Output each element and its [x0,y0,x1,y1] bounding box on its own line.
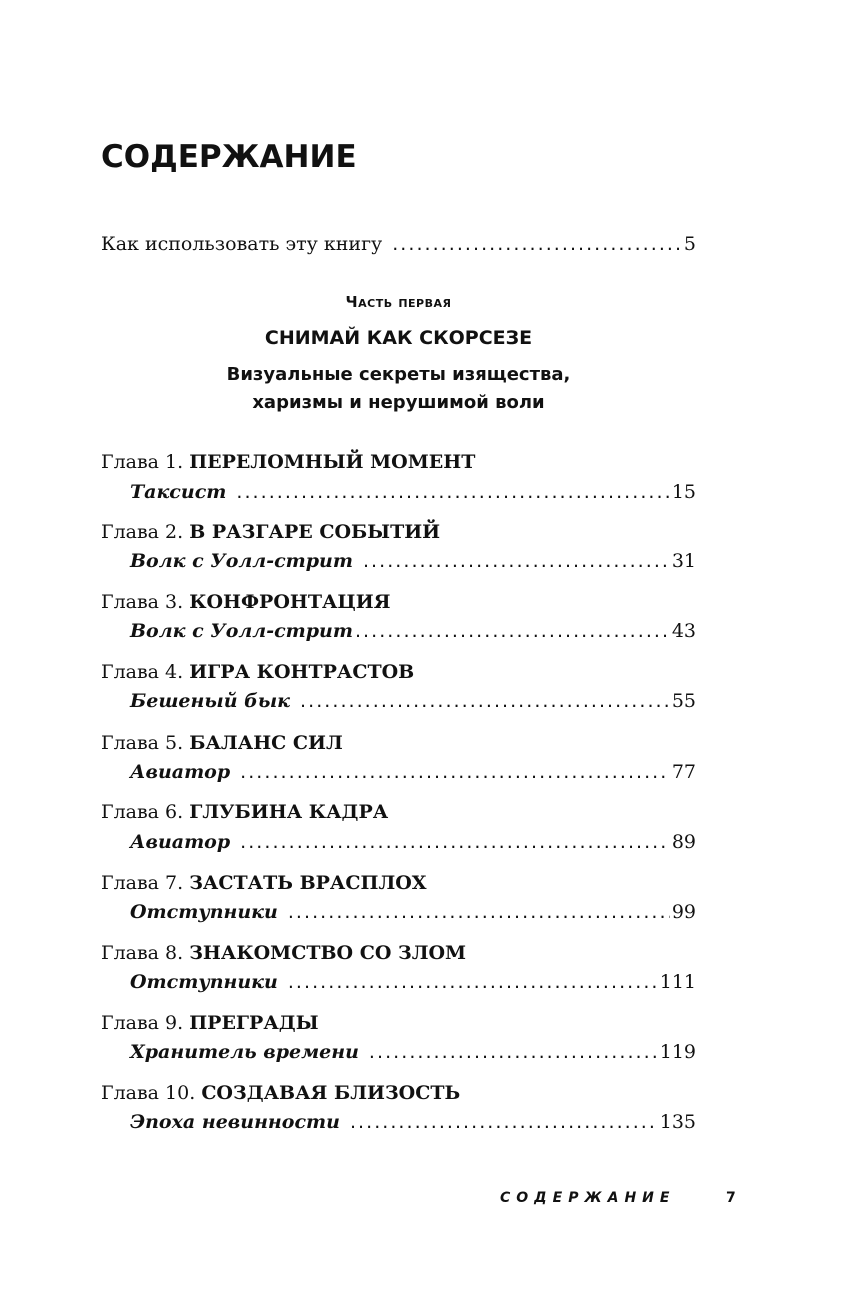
dot-leader [236,480,669,504]
chapter-prefix: Глава 4. [101,661,184,683]
film-title: Волк с Уолл-стрит [130,550,353,572]
chapter-prefix: Глава 7. [101,872,184,894]
footer-page-number: 7 [726,1190,736,1206]
dot-leader [392,232,682,256]
film-title: Авиатор [130,831,231,853]
chapter-name: ЗНАКОМСТВО СО ЗЛОМ [189,942,467,964]
chapter-name: КОНФРОНТАЦИЯ [189,591,391,613]
film-title: Таксист [130,481,227,503]
running-footer-title: СОДЕРЖАНИЕ [500,1190,676,1206]
dot-leader [288,900,670,924]
page-number: 89 [671,831,696,853]
page-title: СОДЕРЖАНИЕ [101,139,357,175]
chapter-entry-3[interactable] [130,619,696,643]
chapter-prefix: Глава 6. [101,801,184,823]
film-title: Бешеный бык [130,690,291,712]
film-title: Отступники [130,901,278,923]
page-number: 5 [683,233,696,255]
chapter-name: ПРЕГРАДЫ [189,1012,319,1034]
chapter-heading-3[interactable] [101,590,696,614]
part-title: СНИМАЙ КАК СКОРСЕЗЕ [264,327,533,349]
film-title: Авиатор [130,761,231,783]
part-label: Часть первая [345,293,452,311]
film-title: Отступники [130,971,278,993]
chapter-heading-6[interactable] [101,800,696,824]
dot-leader [288,970,658,994]
page-number: 55 [671,690,696,712]
chapter-heading-5[interactable] [101,731,696,755]
chapter-heading-7[interactable] [101,871,696,895]
chapter-heading-1[interactable] [101,450,696,474]
dot-leader [369,1040,658,1064]
chapter-name: БАЛАНС СИЛ [189,732,343,754]
chapter-name: В РАЗГАРЕ СОБЫТИЙ [189,521,441,543]
page-number: 77 [671,761,696,783]
chapter-prefix: Глава 3. [101,591,184,613]
dot-leader [355,619,670,643]
page-number: 43 [671,620,696,642]
toc-entry-text: Как использовать эту книгу [101,233,383,255]
dot-leader [363,549,670,573]
chapter-entry-9[interactable] [130,1040,696,1064]
chapter-entry-1[interactable] [130,480,696,504]
page-number: 15 [671,481,696,503]
chapter-prefix: Глава 5. [101,732,184,754]
toc-entry-intro[interactable] [101,232,696,256]
dot-leader [350,1110,658,1134]
page-number: 111 [659,971,696,993]
page-number: 119 [659,1041,696,1063]
chapter-heading-9[interactable] [101,1011,696,1035]
film-title: Хранитель времени [130,1041,359,1063]
chapter-entry-10[interactable] [130,1110,696,1134]
chapter-prefix: Глава 1. [101,451,184,473]
chapter-entry-5[interactable] [130,760,696,784]
film-title: Волк с Уолл-стрит [130,620,353,642]
part-subtitle-line-1: Визуальные секреты изящества, [226,364,571,385]
part-subtitle-line-2: харизмы и нерушимой воли [252,392,545,413]
dot-leader [240,830,670,854]
chapter-entry-4[interactable] [130,689,696,713]
chapter-heading-2[interactable] [101,520,696,544]
chapter-heading-10[interactable] [101,1081,696,1105]
chapter-heading-4[interactable] [101,660,696,684]
page-number: 31 [671,550,696,572]
chapter-prefix: Глава 8. [101,942,184,964]
chapter-name: ПЕРЕЛОМНЫЙ МОМЕНТ [189,451,476,473]
chapter-name: ЗАСТАТЬ ВРАСПЛОХ [189,872,427,894]
chapter-prefix: Глава 2. [101,521,184,543]
chapter-heading-8[interactable] [101,941,696,965]
chapter-entry-2[interactable] [130,549,696,573]
chapter-name: СОЗДАВАЯ БЛИЗОСТЬ [201,1082,461,1104]
film-title: Эпоха невинности [130,1111,340,1133]
chapter-entry-7[interactable] [130,900,696,924]
chapter-name: ГЛУБИНА КАДРА [189,801,389,823]
chapter-prefix: Глава 9. [101,1012,184,1034]
page-number: 135 [659,1111,696,1133]
dot-leader [240,760,670,784]
dot-leader [300,689,670,713]
page-number: 99 [671,901,696,923]
chapter-entry-6[interactable] [130,830,696,854]
chapter-prefix: Глава 10. [101,1082,196,1104]
chapter-entry-8[interactable] [130,970,696,994]
chapter-name: ИГРА КОНТРАСТОВ [189,661,415,683]
